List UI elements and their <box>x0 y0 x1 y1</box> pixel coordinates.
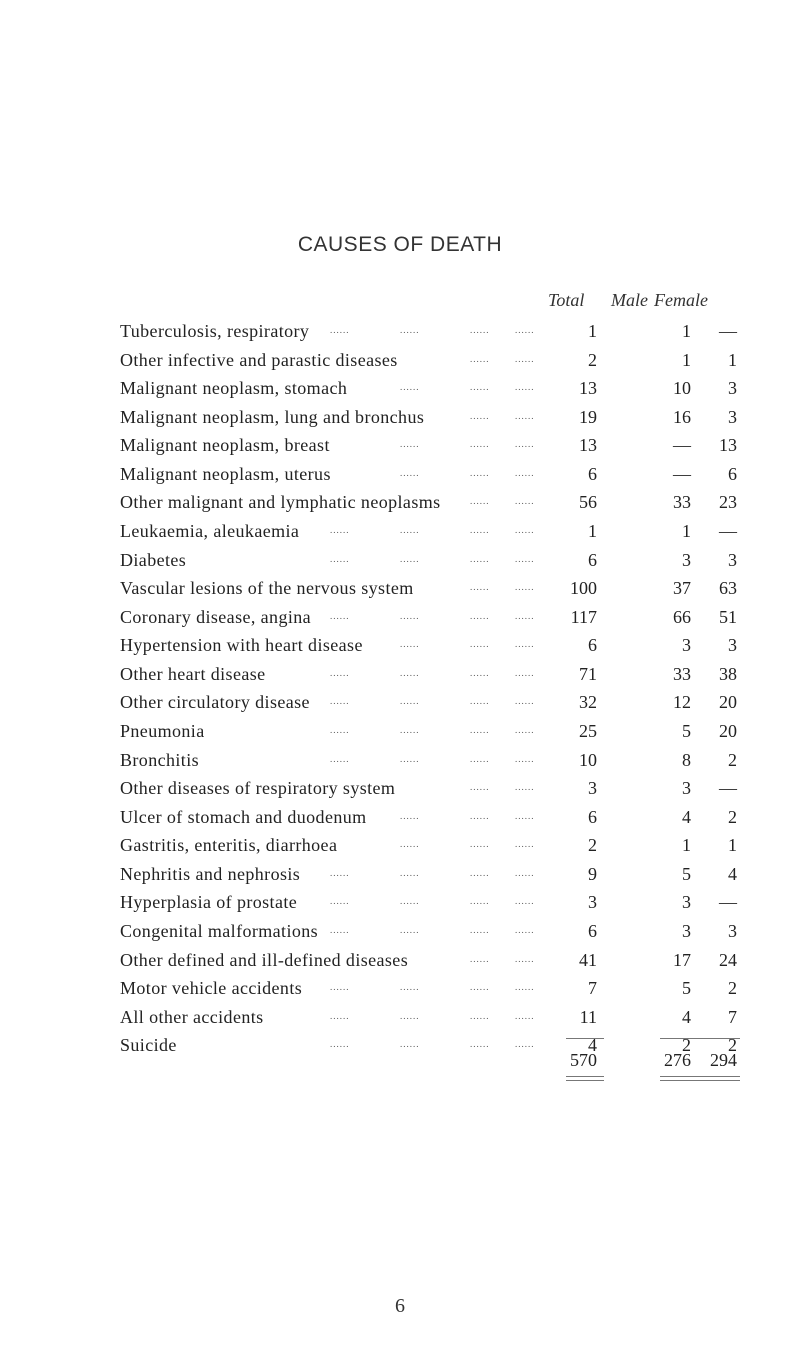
female-value: 51 <box>719 606 737 627</box>
female-value: 38 <box>719 663 737 684</box>
total-value: 6 <box>588 920 597 941</box>
leader-dots: ...... <box>400 467 420 478</box>
male-value: 1 <box>682 835 691 856</box>
male-value: 5 <box>682 978 691 999</box>
total-value: 6 <box>588 463 597 484</box>
leader-dots: ...... <box>515 524 535 535</box>
table-row <box>0 921 800 951</box>
total-value: 41 <box>579 949 597 970</box>
male-value: 12 <box>673 692 691 713</box>
cause-label: Malignant neoplasm, uterus <box>120 463 331 484</box>
cause-label: Other defined and ill-defined diseases <box>120 949 409 970</box>
total-value: 100 <box>570 578 597 599</box>
table-row <box>0 750 800 780</box>
female-value: 20 <box>719 720 737 741</box>
leader-dots: ...... <box>470 924 490 935</box>
leader-dots: ...... <box>515 382 535 393</box>
female-value: 23 <box>719 492 737 513</box>
cause-label: All other accidents <box>120 1006 264 1027</box>
male-value: 37 <box>673 578 691 599</box>
cause-label: Tuberculosis, respiratory <box>120 321 310 341</box>
male-rule <box>660 1038 700 1039</box>
total-value: 32 <box>579 692 597 713</box>
page-number: 6 <box>395 1295 405 1317</box>
leader-dots: ...... <box>330 610 350 621</box>
leader-dots: ...... <box>400 667 420 678</box>
total-value: 6 <box>588 806 597 827</box>
leader-dots: ...... <box>400 753 420 764</box>
total-value: 117 <box>570 606 597 627</box>
cause-label: Malignant neoplasm, lung and bronchus <box>120 406 425 427</box>
total-value: 9 <box>588 863 597 884</box>
female-rule <box>700 1038 740 1039</box>
leader-dots: ...... <box>400 982 420 993</box>
leader-dots: ...... <box>330 325 350 335</box>
table-row <box>0 407 800 437</box>
leader-dots: ...... <box>515 753 535 764</box>
male-value: 2 <box>682 1035 691 1056</box>
total-value: 19 <box>579 406 597 427</box>
leader-dots: ...... <box>515 696 535 707</box>
column-header-male: Male <box>611 290 648 310</box>
total-value: 25 <box>579 720 597 741</box>
leader-dots: ...... <box>470 1039 490 1050</box>
male-value: 3 <box>682 635 691 656</box>
leader-dots: ...... <box>330 753 350 764</box>
table-row <box>0 492 800 522</box>
male-value: 8 <box>682 749 691 770</box>
leader-dots: ...... <box>330 724 350 735</box>
leader-dots: ...... <box>470 667 490 678</box>
column-header-female: Female <box>654 290 708 310</box>
cause-label: Diabetes <box>120 549 187 570</box>
leader-dots: ...... <box>400 610 420 621</box>
leader-dots: ...... <box>515 982 535 993</box>
cause-label: Coronary disease, angina <box>120 606 312 627</box>
cause-label: Ulcer of stomach and duodenum <box>120 806 367 827</box>
male-value: 33 <box>673 492 691 513</box>
cause-label: Suicide <box>120 1035 177 1056</box>
female-value: 24 <box>719 949 737 970</box>
leader-dots: ...... <box>330 696 350 707</box>
total-double-rule <box>566 1076 604 1081</box>
leader-dots: ...... <box>470 382 490 393</box>
total-value: 10 <box>579 749 597 770</box>
table-row <box>0 635 800 665</box>
leader-dots: ...... <box>330 553 350 564</box>
male-value: 33 <box>673 663 691 684</box>
cause-label: Congenital malformations <box>120 920 319 941</box>
table-row <box>0 892 800 922</box>
total-value: 3 <box>588 892 597 913</box>
leader-dots: ...... <box>400 1010 420 1021</box>
leader-dots: ...... <box>470 782 490 793</box>
cause-label: Other circulatory disease <box>120 692 310 713</box>
male-value: 1 <box>682 321 691 341</box>
leader-dots: ...... <box>470 553 490 564</box>
table-row <box>0 464 800 494</box>
table-row <box>0 378 800 408</box>
table-row <box>0 321 800 351</box>
female-value: — <box>719 321 737 341</box>
table-row <box>0 350 800 380</box>
female-value: 7 <box>728 1006 737 1027</box>
male-double-rule <box>660 1076 700 1081</box>
leader-dots: ...... <box>470 467 490 478</box>
female-total: 294 <box>710 1050 737 1070</box>
leader-dots: ...... <box>470 1010 490 1021</box>
leader-dots: ...... <box>470 610 490 621</box>
table-row <box>0 550 800 580</box>
cause-label: Malignant neoplasm, stomach <box>120 378 348 399</box>
leader-dots: ...... <box>515 953 535 964</box>
male-value: — <box>673 435 691 456</box>
leader-dots: ...... <box>470 753 490 764</box>
leader-dots: ...... <box>515 325 535 335</box>
leader-dots: ...... <box>515 553 535 564</box>
male-value: 3 <box>682 920 691 941</box>
leader-dots: ...... <box>400 524 420 535</box>
total-value: 7 <box>588 978 597 999</box>
female-value: 20 <box>719 692 737 713</box>
leader-dots: ...... <box>515 410 535 421</box>
female-value: 2 <box>728 978 737 999</box>
female-value: 63 <box>719 578 737 599</box>
leader-dots: ...... <box>470 696 490 707</box>
total-value: 2 <box>588 349 597 370</box>
male-value: 16 <box>673 406 691 427</box>
table-row <box>0 978 800 1008</box>
male-value: 1 <box>682 349 691 370</box>
leader-dots: ...... <box>515 667 535 678</box>
female-value: 2 <box>728 806 737 827</box>
leader-dots: ...... <box>470 496 490 507</box>
cause-label: Other heart disease <box>120 663 266 684</box>
male-value: 3 <box>682 549 691 570</box>
leader-dots: ...... <box>515 867 535 878</box>
cause-label: Motor vehicle accidents <box>120 978 303 999</box>
cause-label: Hyperplasia of prostate <box>120 892 298 913</box>
total-value: 6 <box>588 635 597 656</box>
leader-dots: ...... <box>470 839 490 850</box>
page-title: CAUSES OF DEATH <box>297 233 503 256</box>
leader-dots: ...... <box>400 1039 420 1050</box>
leader-dots: ...... <box>515 353 535 364</box>
cause-label: Gastritis, enteritis, diarrhoea <box>120 835 338 856</box>
leader-dots: ...... <box>400 810 420 821</box>
cause-label: Other infective and parastic diseases <box>120 349 398 370</box>
total-rule <box>566 1038 604 1039</box>
leader-dots: ...... <box>470 810 490 821</box>
total-value: 11 <box>579 1006 597 1027</box>
table-row <box>0 692 800 722</box>
leader-dots: ...... <box>400 696 420 707</box>
leader-dots: ...... <box>400 382 420 393</box>
total-value: 6 <box>588 549 597 570</box>
leader-dots: ...... <box>330 896 350 907</box>
cause-label: Hypertension with heart disease <box>120 635 363 656</box>
table-row <box>0 521 800 551</box>
table-row <box>0 864 800 894</box>
leader-dots: ...... <box>330 867 350 878</box>
female-value: 3 <box>728 549 737 570</box>
total-value: 2 <box>588 835 597 856</box>
leader-dots: ...... <box>515 610 535 621</box>
female-value: 1 <box>728 349 737 370</box>
table-row <box>0 578 800 608</box>
total-value: 13 <box>579 435 597 456</box>
leader-dots: ...... <box>470 982 490 993</box>
table-row <box>0 835 800 865</box>
female-value: 13 <box>719 435 737 456</box>
male-value: — <box>673 463 691 484</box>
male-value: 5 <box>682 720 691 741</box>
table-row <box>0 1007 800 1037</box>
leader-dots: ...... <box>400 867 420 878</box>
male-value: 66 <box>673 606 691 627</box>
leader-dots: ...... <box>515 810 535 821</box>
leader-dots: ...... <box>330 924 350 935</box>
leader-dots: ...... <box>515 724 535 735</box>
table-row <box>0 950 800 980</box>
table-row <box>0 721 800 751</box>
leader-dots: ...... <box>330 667 350 678</box>
leader-dots: ...... <box>515 896 535 907</box>
female-value: 2 <box>728 749 737 770</box>
female-value: 1 <box>728 835 737 856</box>
male-value: 10 <box>673 378 691 399</box>
leader-dots: ...... <box>515 439 535 450</box>
male-value: 4 <box>682 806 691 827</box>
leader-dots: ...... <box>515 1039 535 1050</box>
male-value: 3 <box>682 778 691 799</box>
leader-dots: ...... <box>515 582 535 593</box>
female-value: 2 <box>728 1035 737 1056</box>
female-value: 3 <box>728 635 737 656</box>
male-value: 4 <box>682 1006 691 1027</box>
leader-dots: ...... <box>470 724 490 735</box>
male-value: 1 <box>682 520 691 541</box>
cause-label: Malignant neoplasm, breast <box>120 435 330 456</box>
table-row <box>0 607 800 637</box>
total-value: 4 <box>588 1035 597 1056</box>
total-value: 3 <box>588 778 597 799</box>
leader-dots: ...... <box>470 524 490 535</box>
leader-dots: ...... <box>470 639 490 650</box>
total-value: 1 <box>588 520 597 541</box>
table-row <box>0 435 800 465</box>
leader-dots: ...... <box>470 896 490 907</box>
female-value: 3 <box>728 406 737 427</box>
leader-dots: ...... <box>400 553 420 564</box>
leader-dots: ...... <box>400 439 420 450</box>
leader-dots: ...... <box>470 439 490 450</box>
female-value: 4 <box>728 863 737 884</box>
table-row <box>0 664 800 694</box>
column-header-total: Total <box>548 290 585 310</box>
female-value: 3 <box>728 378 737 399</box>
leader-dots: ...... <box>470 582 490 593</box>
total-value: 71 <box>579 663 597 684</box>
table-row <box>0 778 800 808</box>
cause-label: Leukaemia, aleukaemia <box>120 520 300 541</box>
cause-label: Bronchitis <box>120 749 199 770</box>
leader-dots: ...... <box>400 325 420 335</box>
leader-dots: ...... <box>400 724 420 735</box>
female-value: — <box>719 892 737 913</box>
female-value: — <box>719 778 737 799</box>
male-total: 276 <box>664 1050 691 1070</box>
leader-dots: ...... <box>515 467 535 478</box>
cause-label: Nephritis and nephrosis <box>120 863 301 884</box>
leader-dots: ...... <box>400 639 420 650</box>
male-value: 3 <box>682 892 691 913</box>
total-value: 56 <box>579 492 597 513</box>
cause-label: Vascular lesions of the nervous system <box>120 578 414 599</box>
leader-dots: ...... <box>400 839 420 850</box>
male-value: 17 <box>673 949 691 970</box>
leader-dots: ...... <box>515 782 535 793</box>
leader-dots: ...... <box>400 896 420 907</box>
grand-total: 570 <box>570 1050 597 1070</box>
leader-dots: ...... <box>515 924 535 935</box>
leader-dots: ...... <box>515 839 535 850</box>
leader-dots: ...... <box>515 639 535 650</box>
female-value: — <box>719 520 737 541</box>
cause-label: Other diseases of respiratory system <box>120 778 396 799</box>
female-value: 6 <box>728 463 737 484</box>
table-row <box>0 807 800 837</box>
leader-dots: ...... <box>470 325 490 335</box>
leader-dots: ...... <box>470 867 490 878</box>
total-value: 1 <box>588 321 597 341</box>
cause-label: Pneumonia <box>120 720 205 741</box>
male-value: 5 <box>682 863 691 884</box>
leader-dots: ...... <box>470 953 490 964</box>
leader-dots: ...... <box>515 1010 535 1021</box>
leader-dots: ...... <box>470 410 490 421</box>
female-double-rule <box>700 1076 740 1081</box>
leader-dots: ...... <box>330 524 350 535</box>
leader-dots: ...... <box>400 924 420 935</box>
total-value: 13 <box>579 378 597 399</box>
leader-dots: ...... <box>470 353 490 364</box>
cause-label: Other malignant and lymphatic neoplasms <box>120 492 441 513</box>
leader-dots: ...... <box>330 1039 350 1050</box>
leader-dots: ...... <box>330 982 350 993</box>
leader-dots: ...... <box>515 496 535 507</box>
female-value: 3 <box>728 920 737 941</box>
leader-dots: ...... <box>330 1010 350 1021</box>
